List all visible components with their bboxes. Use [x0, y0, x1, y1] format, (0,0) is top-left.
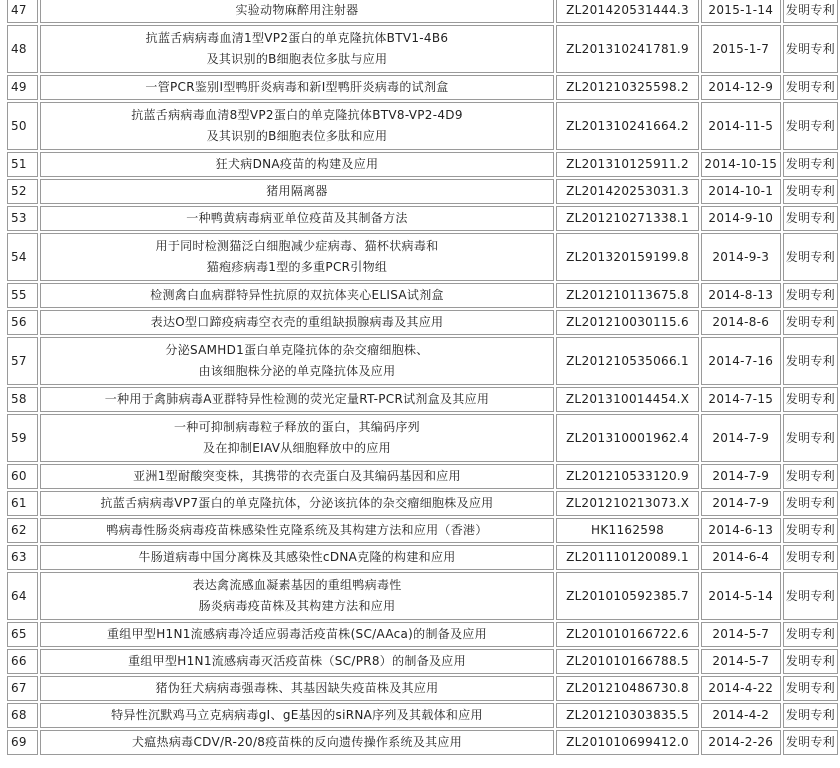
patent-name-line: 一种鸭黄病毒病亚单位疫苗及其制备方法 — [186, 211, 408, 225]
row-number: 50 — [7, 102, 38, 150]
grant-date: 2014-5-14 — [701, 572, 781, 620]
patent-table-body — [7, 0, 838, 755]
grant-date: 2014-7-16 — [701, 337, 781, 385]
grant-date: 2014-6-4 — [701, 545, 781, 570]
patent-type: 发明专利 — [783, 649, 838, 674]
patent-name — [40, 283, 555, 308]
patent-type: 发明专利 — [783, 703, 838, 728]
patent-name-line: 猪用隔离器 — [266, 184, 328, 198]
patent-number: ZL201210113675.8 — [556, 283, 699, 308]
patent-name-line: 一种用于禽肺病毒A亚群特异性检测的荧光定量RT-PCR试剂盒及其应用 — [104, 392, 490, 406]
table-row — [7, 75, 838, 100]
row-number: 55 — [7, 283, 38, 308]
table-row — [7, 283, 838, 308]
table-row — [7, 414, 838, 462]
row-number: 67 — [7, 676, 38, 701]
patent-name — [40, 387, 555, 412]
row-number: 54 — [7, 233, 38, 281]
patent-number: ZL201210213073.X — [556, 491, 699, 516]
grant-date: 2014-5-7 — [701, 622, 781, 647]
row-number: 51 — [7, 152, 38, 177]
grant-date: 2014-12-9 — [701, 75, 781, 100]
table-row — [7, 730, 838, 755]
row-number: 57 — [7, 337, 38, 385]
row-number: 61 — [7, 491, 38, 516]
patent-number: ZL201210303835.5 — [556, 703, 699, 728]
patent-name — [40, 152, 555, 177]
patent-name-line: 由该细胞株分泌的单克隆抗体及应用 — [198, 364, 396, 378]
patent-type: 发明专利 — [783, 518, 838, 543]
patent-type: 发明专利 — [783, 283, 838, 308]
patent-type: 发明专利 — [783, 676, 838, 701]
row-number: 66 — [7, 649, 38, 674]
table-row — [7, 387, 838, 412]
patent-name-line: 及其识别的B细胞表位多肽和应用 — [206, 129, 388, 143]
patent-type: 发明专利 — [783, 25, 838, 73]
patent-number: ZL201310001962.4 — [556, 414, 699, 462]
patent-number: ZL201310014454.X — [556, 387, 699, 412]
row-number: 47 — [7, 0, 38, 23]
patent-type: 发明专利 — [783, 206, 838, 231]
patent-name-line: 表达禽流感血凝素基因的重组鸭病毒性 — [192, 578, 402, 592]
patent-number: ZL201210030115.6 — [556, 310, 699, 335]
patent-number: ZL201010166722.6 — [556, 622, 699, 647]
row-number: 48 — [7, 25, 38, 73]
patent-number: ZL201210533120.9 — [556, 464, 699, 489]
patent-type: 发明专利 — [783, 75, 838, 100]
patent-number: ZL201310241781.9 — [556, 25, 699, 73]
patent-name-line: 分泌SAMHD1蛋白单克隆抗体的杂交瘤细胞株、 — [165, 343, 429, 357]
patent-name-line: 检测禽白血病群特异性抗原的双抗体夹心ELISA试剂盒 — [150, 288, 444, 302]
table-row — [7, 233, 838, 281]
row-number: 52 — [7, 179, 38, 204]
patent-type: 发明专利 — [783, 102, 838, 150]
grant-date: 2015-1-7 — [701, 25, 781, 73]
patent-number: ZL201010166788.5 — [556, 649, 699, 674]
patent-type: 发明专利 — [783, 233, 838, 281]
table-row — [7, 572, 838, 620]
row-number: 56 — [7, 310, 38, 335]
table-row — [7, 703, 838, 728]
patent-number: ZL201110120089.1 — [556, 545, 699, 570]
patent-name-line: 用于同时检测猫泛白细胞减少症病毒、猫杯状病毒和 — [155, 239, 439, 253]
patent-name-line: 抗蓝舌病病毒血清1型VP2蛋白的单克隆抗体BTV1-4B6 — [145, 31, 449, 45]
grant-date: 2015-1-14 — [701, 0, 781, 23]
patent-type: 发明专利 — [783, 545, 838, 570]
patent-name — [40, 310, 555, 335]
patent-name — [40, 414, 555, 462]
row-number: 59 — [7, 414, 38, 462]
grant-date: 2014-8-6 — [701, 310, 781, 335]
patent-number: ZL201210325598.2 — [556, 75, 699, 100]
patent-name-line: 犬瘟热病毒CDV/R-20/8疫苗株的反向遗传操作系统及其应用 — [131, 735, 463, 749]
patent-name — [40, 730, 555, 755]
patent-type: 发明专利 — [783, 464, 838, 489]
patent-name-line: 一管PCR鉴别I型鸭肝炎病毒和新I型鸭肝炎病毒的试剂盒 — [145, 80, 449, 94]
grant-date: 2014-7-9 — [701, 414, 781, 462]
table-row — [7, 337, 838, 385]
patent-name-line: 亚洲1型耐酸突变株，其携带的衣壳蛋白及其编码基因和应用 — [133, 469, 461, 483]
table-row — [7, 545, 838, 570]
patent-name — [40, 649, 555, 674]
row-number: 49 — [7, 75, 38, 100]
grant-date: 2014-10-1 — [701, 179, 781, 204]
grant-date: 2014-7-15 — [701, 387, 781, 412]
row-number: 63 — [7, 545, 38, 570]
patent-type: 发明专利 — [783, 414, 838, 462]
grant-date: 2014-4-2 — [701, 703, 781, 728]
grant-date: 2014-8-13 — [701, 283, 781, 308]
patent-name-line: 鸭病毒性肠炎病毒疫苗株感染性克隆系统及其构建方法和应用（香港） — [106, 523, 488, 537]
patent-name-line: 表达O型口蹄疫病毒空衣壳的重组缺损腺病毒及其应用 — [150, 315, 444, 329]
table-row — [7, 622, 838, 647]
patent-name — [40, 25, 555, 73]
table-row — [7, 518, 838, 543]
patent-name-line: 及其识别的B细胞表位多肽与应用 — [206, 52, 388, 66]
patent-name-line: 牛肠道病毒中国分离株及其感染性cDNA克隆的构建和应用 — [138, 550, 456, 564]
patent-type: 发明专利 — [783, 387, 838, 412]
patent-type: 发明专利 — [783, 337, 838, 385]
patent-number: ZL201010592385.7 — [556, 572, 699, 620]
table-row — [7, 491, 838, 516]
grant-date: 2014-7-9 — [701, 464, 781, 489]
grant-date: 2014-6-13 — [701, 518, 781, 543]
row-number: 53 — [7, 206, 38, 231]
grant-date: 2014-5-7 — [701, 649, 781, 674]
table-row — [7, 676, 838, 701]
patent-name — [40, 0, 555, 23]
patent-type: 发明专利 — [783, 622, 838, 647]
patent-name — [40, 337, 555, 385]
patent-table — [5, 0, 840, 757]
patent-number: ZL201420531444.3 — [556, 0, 699, 23]
row-number: 60 — [7, 464, 38, 489]
table-row — [7, 152, 838, 177]
patent-name-line: 特异性沉默鸡马立克病病毒gI、gE基因的siRNA序列及其载体和应用 — [111, 708, 483, 722]
grant-date: 2014-4-22 — [701, 676, 781, 701]
patent-type: 发明专利 — [783, 572, 838, 620]
patent-name — [40, 572, 555, 620]
patent-name — [40, 545, 555, 570]
patent-number: HK1162598 — [556, 518, 699, 543]
patent-name — [40, 491, 555, 516]
patent-name-line: 重组甲型H1N1流感病毒冷适应弱毒活疫苗株(SC/AAca)的制备及应用 — [107, 627, 487, 641]
table-row — [7, 464, 838, 489]
table-row — [7, 102, 838, 150]
table-row — [7, 206, 838, 231]
patent-name — [40, 206, 555, 231]
patent-name-line: 实验动物麻醉用注射器 — [235, 3, 359, 17]
table-row — [7, 310, 838, 335]
patent-name — [40, 179, 555, 204]
patent-number: ZL201210271338.1 — [556, 206, 699, 231]
grant-date: 2014-2-26 — [701, 730, 781, 755]
grant-date: 2014-9-3 — [701, 233, 781, 281]
patent-number: ZL201310125911.2 — [556, 152, 699, 177]
patent-number: ZL201010699412.0 — [556, 730, 699, 755]
grant-date: 2014-11-5 — [701, 102, 781, 150]
patent-name — [40, 518, 555, 543]
patent-type: 发明专利 — [783, 0, 838, 23]
patent-name — [40, 703, 555, 728]
row-number: 68 — [7, 703, 38, 728]
patent-name-line: 抗蓝舌病病毒VP7蛋白的单克隆抗体，分泌该抗体的杂交瘤细胞株及应用 — [100, 496, 494, 510]
table-row — [7, 0, 838, 23]
table-row — [7, 25, 838, 73]
patent-name-line: 及在抑制EIAV从细胞释放中的应用 — [203, 441, 391, 455]
table-row — [7, 179, 838, 204]
row-number: 69 — [7, 730, 38, 755]
patent-name — [40, 676, 555, 701]
patent-type: 发明专利 — [783, 491, 838, 516]
patent-type: 发明专利 — [783, 152, 838, 177]
grant-date: 2014-9-10 — [701, 206, 781, 231]
patent-name — [40, 75, 555, 100]
patent-type: 发明专利 — [783, 179, 838, 204]
patent-name-line: 狂犬病DNA疫苗的构建及应用 — [215, 157, 379, 171]
row-number: 64 — [7, 572, 38, 620]
patent-name-line: 肠炎病毒疫苗株及其构建方法和应用 — [198, 599, 396, 613]
row-number: 62 — [7, 518, 38, 543]
patent-name-line: 一种可抑制病毒粒子释放的蛋白，其编码序列 — [173, 420, 420, 434]
patent-number: ZL201210535066.1 — [556, 337, 699, 385]
patent-type: 发明专利 — [783, 730, 838, 755]
patent-name-line: 抗蓝舌病病毒血清8型VP2蛋白的单克隆抗体BTV8-VP2-4D9 — [131, 108, 463, 122]
patent-name-line: 猫疱疹病毒1型的多重PCR引物组 — [206, 260, 388, 274]
patent-number: ZL201310241664.2 — [556, 102, 699, 150]
patent-name — [40, 464, 555, 489]
patent-name-line: 重组甲型H1N1流感病毒灭活疫苗株（SC/PR8）的制备及应用 — [128, 654, 466, 668]
patent-number: ZL201320159199.8 — [556, 233, 699, 281]
patent-number: ZL201420253031.3 — [556, 179, 699, 204]
grant-date: 2014-7-9 — [701, 491, 781, 516]
patent-name — [40, 102, 555, 150]
patent-number: ZL201210486730.8 — [556, 676, 699, 701]
row-number: 65 — [7, 622, 38, 647]
table-row — [7, 649, 838, 674]
patent-type: 发明专利 — [783, 310, 838, 335]
patent-name — [40, 622, 555, 647]
patent-name — [40, 233, 555, 281]
grant-date: 2014-10-15 — [701, 152, 781, 177]
row-number: 58 — [7, 387, 38, 412]
patent-name-line: 猪伪狂犬病病毒强毒株、其基因缺失疫苗株及其应用 — [155, 681, 439, 695]
